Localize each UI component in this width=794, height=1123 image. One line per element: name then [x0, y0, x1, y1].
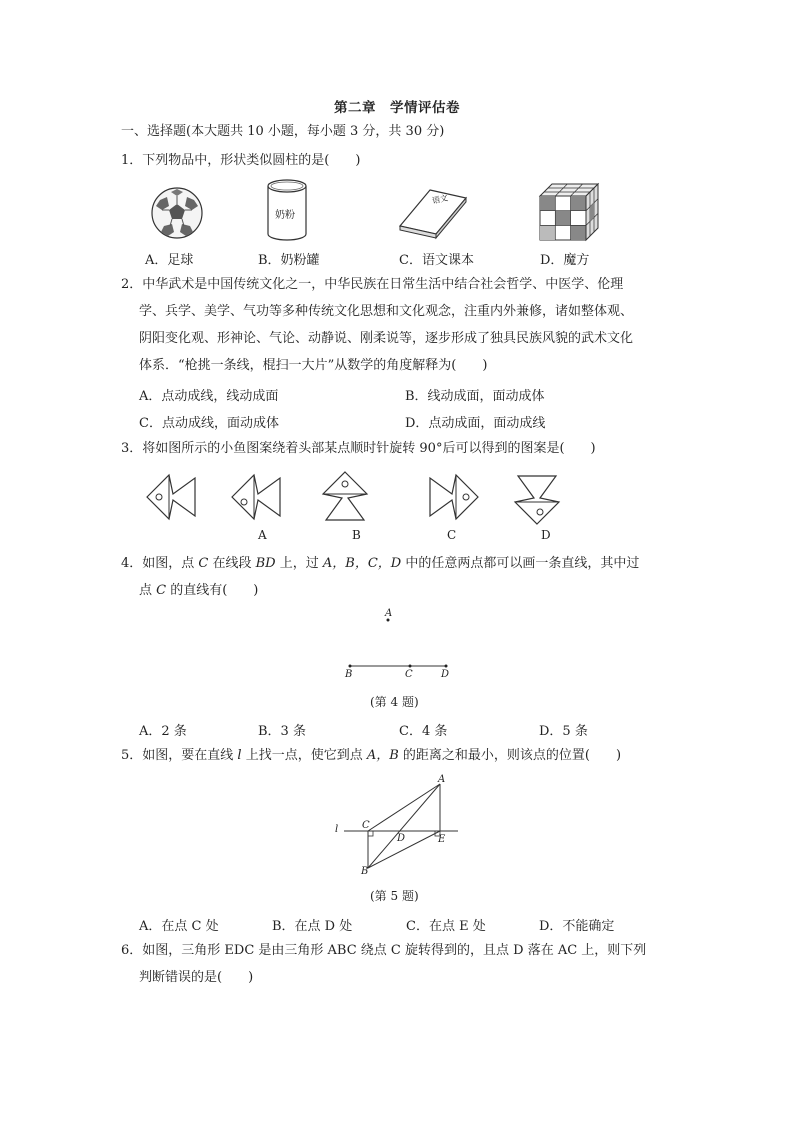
q2-option-b[interactable]: B．线动成面，面动成体	[405, 389, 545, 404]
q2-line-3: 阴阳变化观、形神论、气论、动静说、刚柔说等，逐步形成了独具民族风貌的武术文化	[139, 331, 634, 346]
q4-option-b[interactable]: B．3 条	[258, 724, 306, 739]
q3-label-a: A	[258, 528, 267, 542]
q6-line-2: 判断错误的是( )	[139, 970, 254, 985]
q5-caption: (第 5 题)	[370, 889, 419, 903]
q2-option-c[interactable]: C．点动成线，面动成体	[139, 416, 279, 431]
q3-label-c: C	[447, 528, 457, 542]
page-title: 第二章 学情评估卷	[334, 100, 460, 116]
q4-point-d-label: D	[441, 669, 450, 680]
q1-stem: 1．下列物品中，形状类似圆柱的是( )	[121, 153, 361, 168]
q2-line-2: 学、兵学、美学、气功等多种传统文化思想和文化观念，注重内外兼修，诸如整体观、	[139, 304, 634, 319]
q4-line-2: 点 C 的直线有( )	[139, 583, 259, 598]
section-heading: 一、选择题(本大题共 10 小题，每小题 3 分，共 30 分)	[121, 124, 445, 139]
q3-label-d: D	[541, 528, 551, 542]
q4-caption: (第 4 题)	[370, 695, 419, 709]
q5-point-b-label: B	[361, 866, 369, 877]
milk-can-label: 奶粉	[275, 210, 295, 221]
q4-option-d[interactable]: D．5 条	[539, 724, 588, 739]
rubiks-cube-icon	[538, 182, 600, 242]
soccer-ball-icon	[150, 186, 204, 240]
q2-option-a[interactable]: A．点动成线，线动成面	[139, 389, 279, 404]
q5-line-l-label: l	[335, 824, 339, 835]
q1-option-b[interactable]: B．奶粉罐	[258, 253, 320, 268]
q5-point-d-label: D	[397, 833, 406, 844]
q6-line-1: 6．如图，三角形 EDC 是由三角形 ABC 绕点 C 旋转得到的，且点 D 落在 AC 上，则下列	[121, 943, 647, 958]
textbook-label: 语文	[431, 193, 449, 206]
fish-option-c-icon	[424, 472, 480, 522]
q3-label-b: B	[352, 528, 361, 542]
q2-line-1: 2．中华武术是中国传统文化之一，中华民族在日常生活中结合社会哲学、中医学、伦理	[121, 277, 624, 292]
q2-option-d[interactable]: D．点动成面，面动成线	[405, 416, 546, 431]
q5-figure	[330, 774, 470, 884]
fish-original-icon	[145, 472, 201, 522]
fish-option-a-icon	[230, 472, 286, 522]
q5-point-e-label: E	[438, 834, 446, 845]
q5-option-a[interactable]: A．在点 C 处	[139, 919, 219, 934]
q4-point-c-label: C	[405, 669, 413, 680]
q5-stem: 5．如图，要在直线 l 上找一点，使它到点 A，B 的距离之和最小，则该点的位置( )	[121, 748, 622, 763]
q2-line-4: 体系．“枪挑一条线，棍扫一大片”从数学的角度解释为( )	[139, 358, 488, 373]
q1-option-d[interactable]: D．魔方	[540, 253, 590, 268]
fish-option-d-icon	[512, 470, 562, 526]
q1-option-c[interactable]: C．语文课本	[399, 253, 474, 268]
fish-option-b-icon	[320, 470, 370, 526]
q4-line-1: 4．如图，点 C 在线段 BD 上，过 A，B，C，D 中的任意两点都可以画一条直线，其中过	[121, 556, 640, 571]
q5-point-c-label: C	[362, 820, 370, 831]
q3-stem: 3．将如图所示的小鱼图案绕着头部某点顺时针旋转 90°后可以得到的图案是( )	[121, 441, 596, 456]
q4-point-b-label: B	[345, 669, 353, 680]
q1-option-a[interactable]: A．足球	[145, 253, 194, 268]
q4-point-a-label: A	[385, 608, 393, 619]
q5-option-c[interactable]: C．在点 E 处	[406, 919, 486, 934]
q4-option-a[interactable]: A．2 条	[139, 724, 187, 739]
q5-option-d[interactable]: D．不能确定	[539, 919, 615, 934]
q5-option-b[interactable]: B．在点 D 处	[272, 919, 353, 934]
q4-option-c[interactable]: C．4 条	[399, 724, 448, 739]
q5-point-a-label: A	[438, 774, 446, 785]
